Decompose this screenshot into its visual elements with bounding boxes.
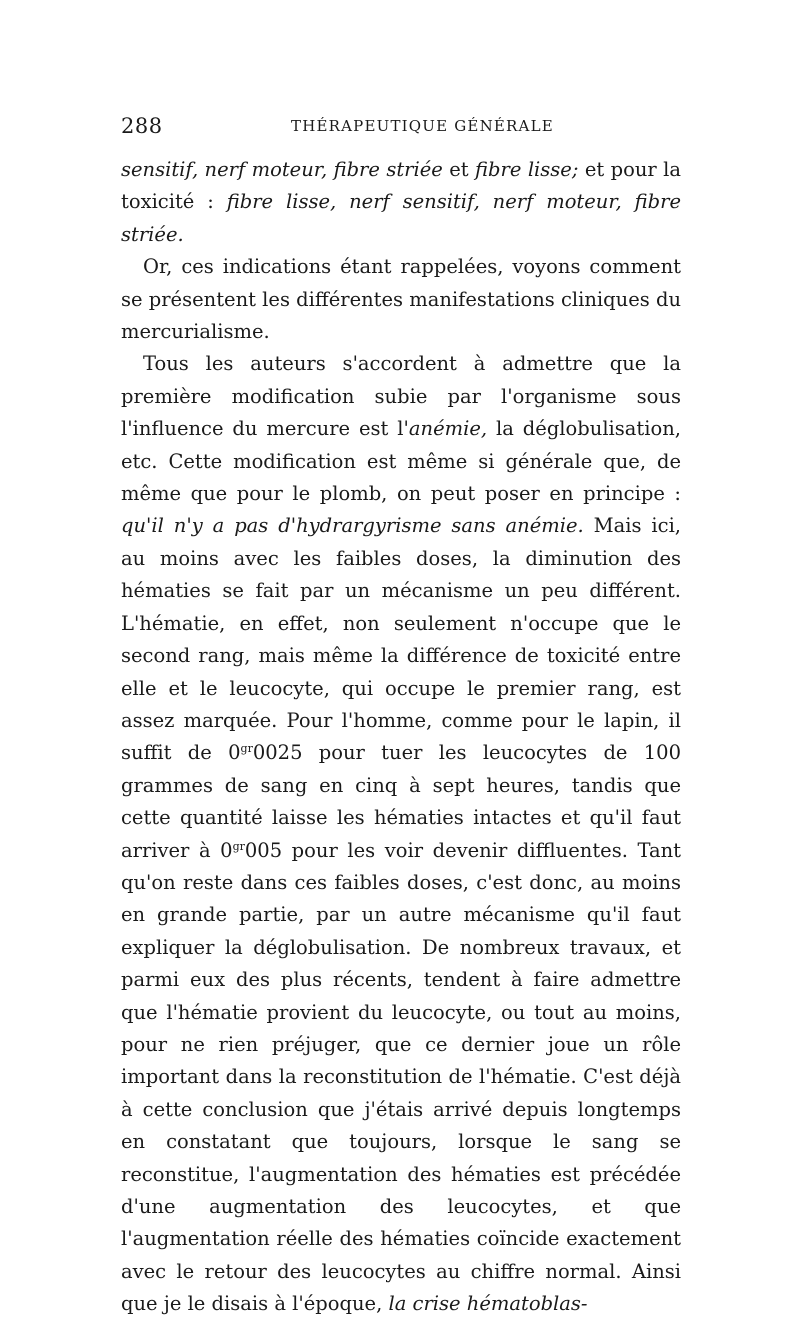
- text-span: Tous les auteurs s'accordent à admettre que la première modification subie par l'organisme sous l'influence du mercure est l': [121, 352, 681, 441]
- text-span: Mais ici, au moins avec les faibles doses, la diminution des hématies se fait par un mécanisme un peu différent. L'hématie, en effet, non seulement n'occupe que le second rang, mais même la différence de toxicité entre elle et le leucocyte, qui occupe le premier rang, est assez marquée. Pour l'homme, comme pour le lapin, il suffit de 0: [121, 514, 682, 765]
- unit-superscript: gr: [240, 742, 253, 756]
- italic-span: sensitif, nerf moteur, fibre striée: [121, 158, 443, 181]
- running-title: THÉRAPEUTIQUE GÉNÉRALE: [291, 117, 554, 135]
- italic-span: fibre lisse;: [475, 158, 579, 181]
- paragraph-continuation: [121, 154, 681, 251]
- text-span: et pour la toxicité :: [121, 158, 682, 214]
- unit-superscript: gr: [232, 839, 245, 853]
- italic-span: qu'il n'y a pas d'hydrargyrisme sans anémie.: [121, 514, 584, 538]
- italic-span: fibre lisse, nerf sensitif, nerf moteur, fibre striée.: [121, 190, 681, 246]
- text-span: Or, ces indications étant rappelées, voyons comment se présentent les différentes manifestations cliniques du mercurialisme.: [121, 255, 681, 344]
- paragraph: [121, 251, 681, 348]
- text-span: 0025 pour tuer les leucocytes de 100 grammes de sang en cinq à sept heures, tandis que cette quantité laisse les hématies intactes et qu'il faut arriver à 0: [121, 741, 681, 862]
- italic-span: la crise hématoblas-: [388, 1292, 588, 1316]
- paragraph: [121, 348, 681, 1320]
- text-span: 005 pour les voir devenir diffluentes. Tant qu'on reste dans ces faibles doses, c'est donc, au moins en grande partie, par un autre mécanisme qu'il faut expliquer la déglobulisation. De nombreux travaux, et parmi eux des plus récents, tendent à faire admettre que l'hématie provient du leucocyte, ou tout au moins, pour ne rien préjuger, que ce dernier joue un rôle important dans la reconstitution de l'hématie. C'est déjà à cette conclusion que j'étais arrivé depuis longtemps en constatant que toujours, lorsque le sang se reconstitue, l'augmentation des hématies est précédée d'une augmentation des leucocytes, et que l'augmentation réelle des hématies coïncide exactement avec le retour des leucocytes au chiffre normal. Ainsi que je le disais à l'époque,: [121, 838, 681, 1316]
- text-span: et: [442, 158, 476, 181]
- running-head: [121, 114, 679, 140]
- text-span: la déglobulisation, etc. Cette modification est même si générale que, de même que pour le plomb, on peut poser en principe :: [121, 417, 682, 506]
- page-number: 288: [121, 114, 163, 138]
- italic-span: anémie,: [408, 417, 488, 441]
- body-text: [121, 154, 681, 1321]
